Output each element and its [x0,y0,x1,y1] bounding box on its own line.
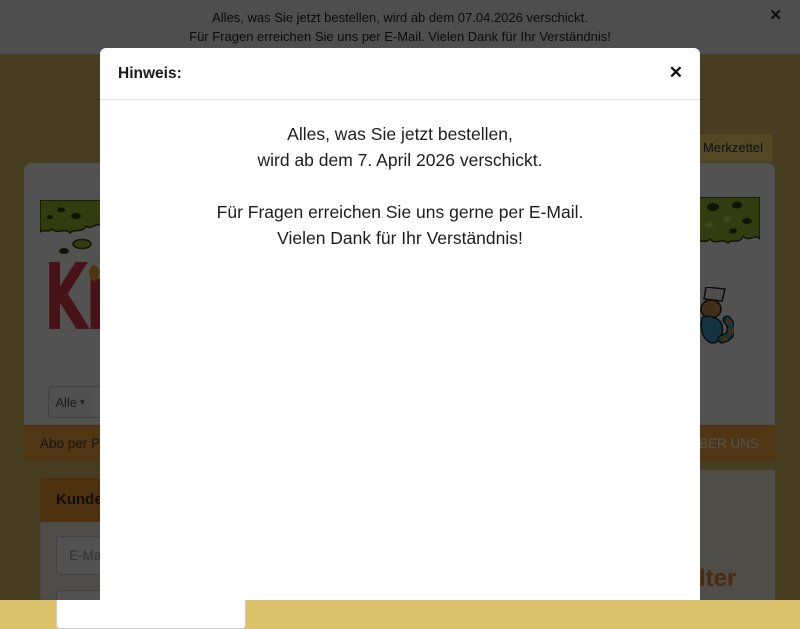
modal-text-line-4: Vielen Dank für Ihr Verständnis! [277,228,523,248]
modal-text-line-1: Alles, was Sie jetzt bestellen, [287,124,513,144]
hinweis-modal [100,48,700,600]
modal-close-icon[interactable]: ✕ [668,63,683,82]
modal-body [100,100,700,251]
modal-text-line-2: wird ab dem 7. April 2026 verschickt. [257,150,543,170]
modal-text-line-3: Für Fragen erreichen Sie uns gerne per E-Mail. [216,202,584,222]
modal-header [100,48,700,100]
modal-title: Hinweis: [118,64,182,82]
